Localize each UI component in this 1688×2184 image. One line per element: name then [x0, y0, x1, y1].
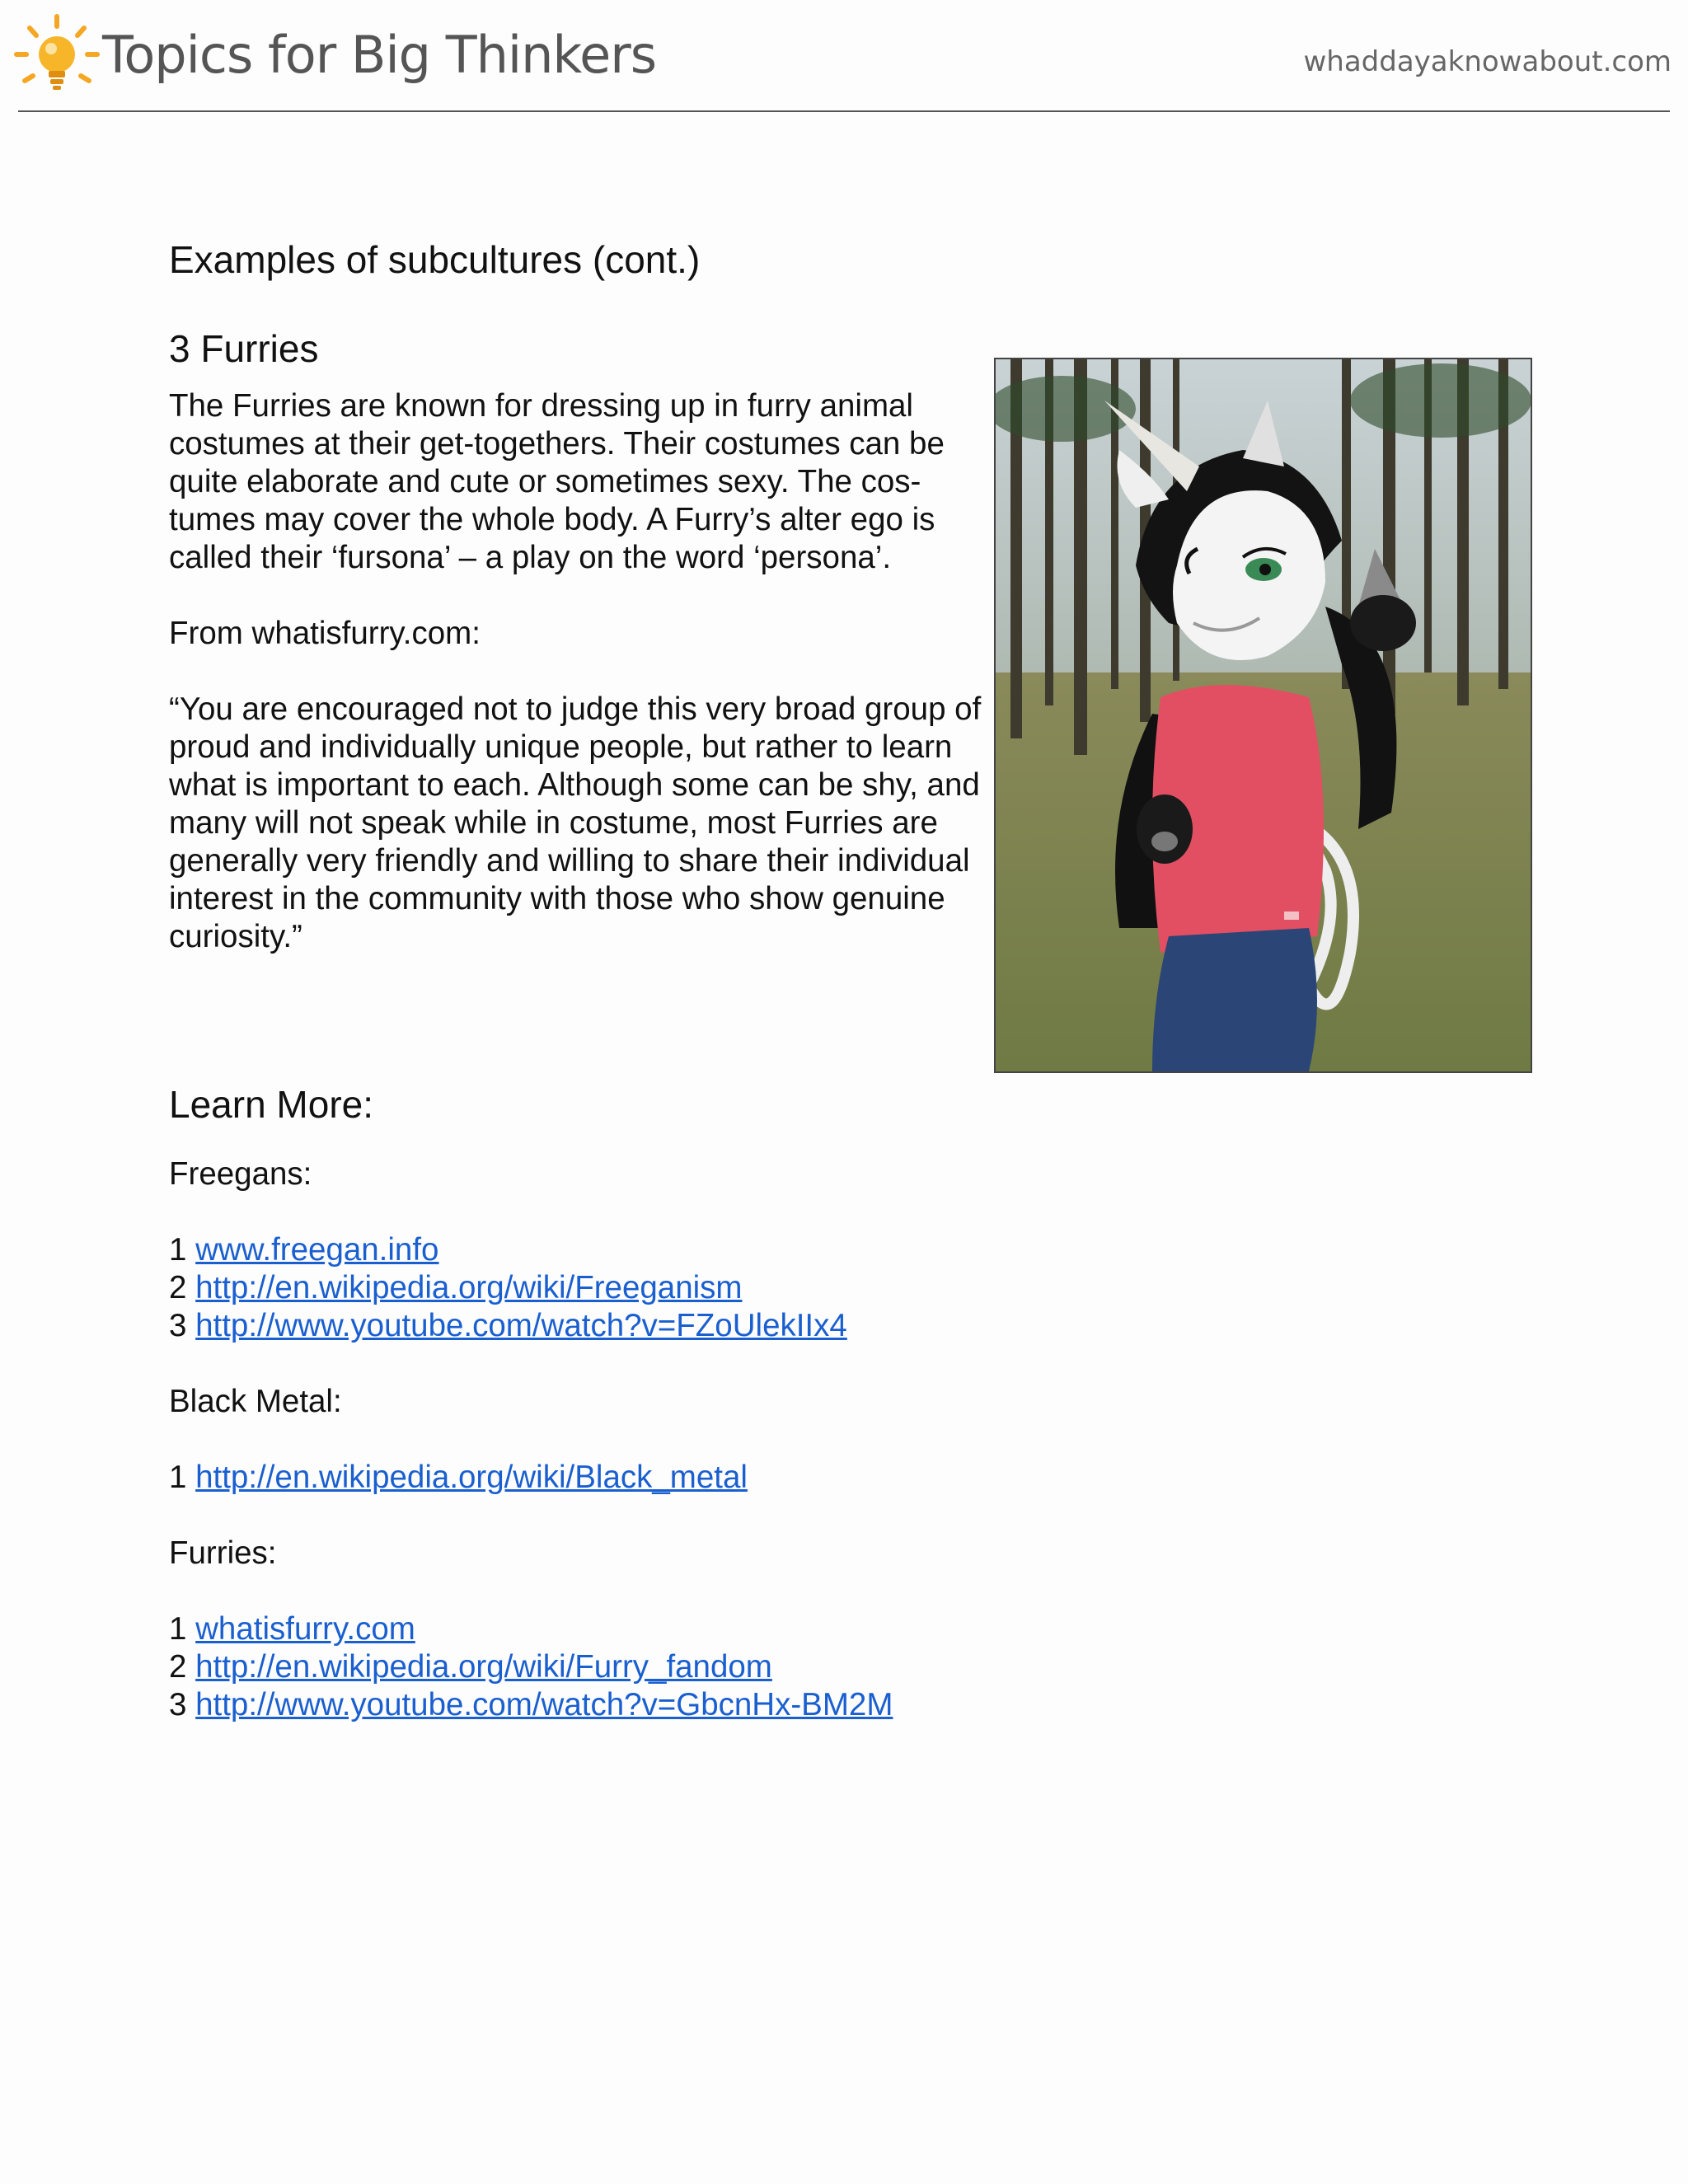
link-number: 3 — [169, 1308, 187, 1343]
youtube-furries-link[interactable]: http://www.youtube.com/watch?v=GbcnHx-BM2M — [195, 1687, 893, 1722]
paragraph-source: From whatisfurry.com: — [169, 616, 481, 651]
paragraph-furries-intro: The Furries are known for dressing up in furry animal costumes at their get-togethers. Their costumes can be quite elaborate and cute or sometimes sexy. The cos-tumes may cover the whole body. A Furry’s alter ego is called their ‘fursona’ – a play on the word ‘persona’. — [169, 388, 945, 575]
group-heading-furries: Furries: — [169, 1535, 277, 1571]
link-number: 1 — [169, 1232, 187, 1268]
group-heading-freegans: Freegans: — [169, 1156, 312, 1192]
youtube-freegans-link[interactable]: http://www.youtube.com/watch?v=FZoUlekIIx4 — [195, 1308, 847, 1343]
link-number: 3 — [169, 1687, 187, 1722]
site-url[interactable]: whaddayaknowabout.com — [1303, 45, 1672, 78]
link-row — [169, 1231, 438, 1269]
link-row — [169, 1307, 847, 1345]
group-heading-black-metal: Black Metal: — [169, 1384, 342, 1419]
header-divider — [18, 110, 1670, 112]
link-number: 2 — [169, 1270, 187, 1305]
link-number: 2 — [169, 1649, 187, 1685]
link-row — [169, 1459, 748, 1497]
furry-costume-photo — [994, 358, 1532, 1073]
section-title: 3 Furries — [169, 327, 319, 370]
page-title: Examples of subcultures (cont.) — [169, 238, 701, 281]
unicorn-fursuit-illustration — [996, 359, 1531, 1071]
whatisfurry-link[interactable]: whatisfurry.com — [195, 1611, 415, 1647]
link-row — [169, 1269, 742, 1307]
link-row — [169, 1610, 415, 1648]
lightbulb-icon — [12, 12, 102, 102]
page-header — [0, 0, 1688, 112]
link-number: 1 — [169, 1611, 187, 1647]
freegan-info-link[interactable]: www.freegan.info — [195, 1232, 439, 1268]
wikipedia-furry-fandom-link[interactable]: http://en.wikipedia.org/wiki/Furry_fandom — [195, 1649, 772, 1685]
quote-paragraph: “You are encouraged not to judge this very broad group of proud and individually unique people, but rather to learn what is important to each. Although some can be shy, and many will not speak while in costume, most Furries are generally very friendly and willing to share their individual interest in the community with those who show genuine curiosity.” — [169, 691, 982, 954]
wikipedia-freeganism-link[interactable]: http://en.wikipedia.org/wiki/Freeganism — [195, 1270, 743, 1305]
learn-more-title: Learn More: — [169, 1083, 374, 1126]
link-row — [169, 1648, 772, 1686]
link-number: 1 — [169, 1460, 187, 1495]
brand-title: Topics for Big Thinkers — [102, 25, 657, 85]
wikipedia-black-metal-link[interactable]: http://en.wikipedia.org/wiki/Black_metal — [195, 1460, 748, 1495]
link-row — [169, 1686, 893, 1724]
